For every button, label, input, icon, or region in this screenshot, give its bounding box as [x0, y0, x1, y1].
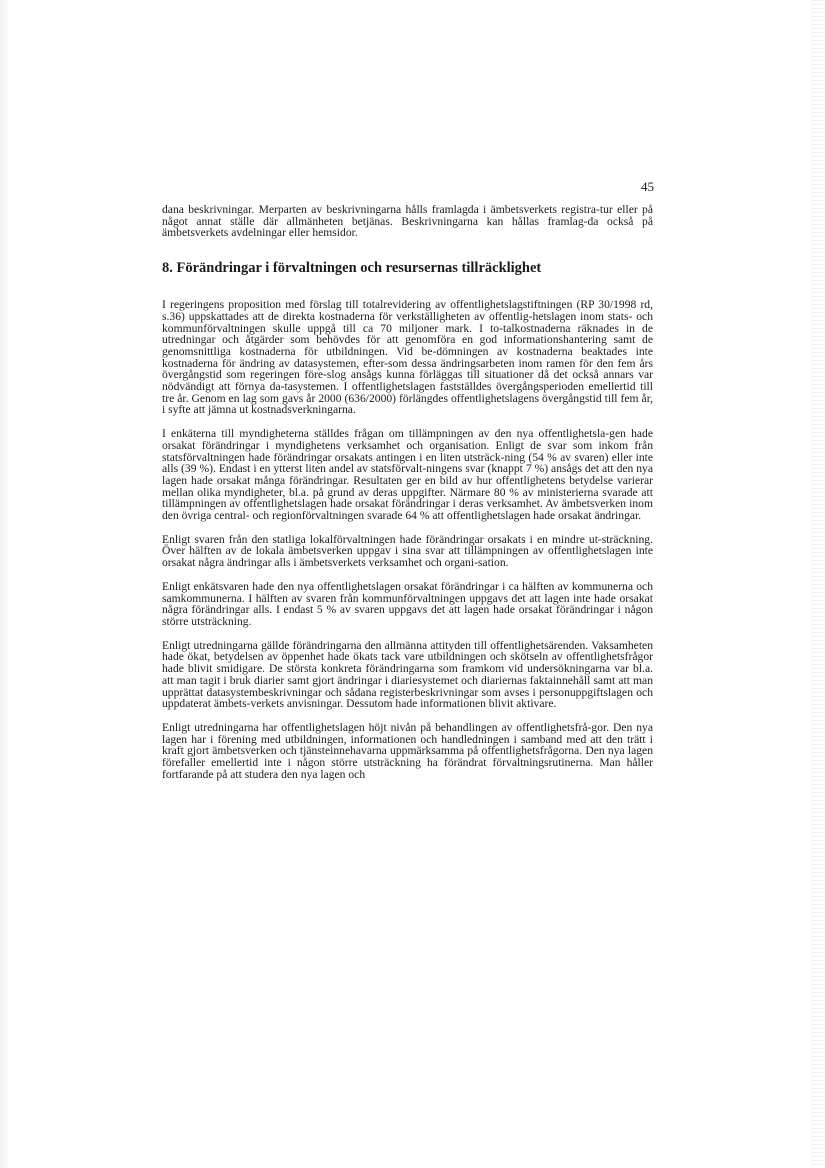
- paragraph-municipalities: Enligt enkätsvaren hade den nya offentlighetslagen orsakat förändringar i ca hälften av kommunerna och samkommunerna. I hälften av svaren från kommunförvaltningen uppgavs det att lagen inte hade orsakat några förändringar alls. I endast 5 % av svaren uppgavs det att lagen hade orsakat förändringar i någon större utsträckning.: [162, 579, 653, 628]
- paragraph-survey-state: I enkäterna till myndigheterna ställdes frågan om tillämpningen av den nya offentlighetsla-gen hade orsakat förändringar i myndighetens verksamhet och organisation. Enligt de svar som inkom från statsförvaltningen hade förändringar orsakats antingen i en liten utsträck-ning (54 % av svaren) eller inte alls (39 %). Endast i en ytterst liten andel av statsförvalt-ningens svar (knappt 7 %) ansågs det att den nya lagen hade orsakat många förändringar. Resultaten ger en bild av hur offentlighetens betydelse varierar mellan olika myndigheter, bl.a. på grund av deras uppgifter. Närmare 80 % av ministerierna svarade att tillämpningen av offentlighetslagen hade orsakat förändringar i deras verksamhet. Av ämbetsverken inom den övriga central- och regionförvaltningen svarade 64 % att offentlighetslagen hade orsakat ändringar.: [162, 427, 653, 523]
- paragraph-cost-estimate: I regeringens proposition med förslag till totalrevidering av offentlighetslagstiftningen (RP 30/1998 rd, s.36) uppskattades att de direkta kostnaderna för verkställigheten av offentlig-hetslagen inom stats- och kommunförvaltningen skulle uppgå till ca 70 miljoner mark. I to-talkostnaderna räknades in de utredningar och åtgärder som behövdes för att genomföra en god informationshantering samt de genomsnittliga kostnaderna för utbildningen. Vid be-dömningen av kostnaderna beaktades inte kostnaderna för ändring av datasystemen, efter-som dessa ändringsarbeten inom ramen för den fem års övergångstid som regeringen före-slog ansågs kunna förläggas till situationer då det också annars var nödvändigt att förnya da-tasystemen. I offentlighetslagen fastställdes övergångsperioden emellertid till tre år. Genom en lag som gavs år 2000 (636/2000) förlängdes offentlighetslagens övergångstid till fem år, i syfte att jämna ut kostnadsverkningarna.: [162, 298, 653, 417]
- paragraph-attitude-changes: Enligt utredningarna gällde förändringarna den allmänna attityden till offentlighetsärenden. Vaksamheten hade ökat, betydelsen av öppenhet hade ökats tack vare utbildningen och skötseln av offentlighetsfrågor hade blivit smidigare. De största konkreta förändringarna som framkom vid undersökningarna var bl.a. att man tagit i bruk diarier samt gjort ändringar i diariesystemet och diariernas faktainnehåll samt att man upprättat datasystembeskrivningar och sådana registerbeskrivningar som avses i personuppgiftslagen och uppdaterat ämbets-verkets anvisningar. Dessutom hade informationen blivit aktivare.: [162, 638, 653, 711]
- section-heading: 8. Förändringar i förvaltningen och resursernas tillräcklighet: [162, 260, 542, 277]
- paragraph-local-administration: Enligt svaren från den statliga lokalförvaltningen hade förändringar orsakats i en mindre ut-sträckning. Över hälften av de lokala ämbetsverken uppgav i sina svar att tillämpningen av offentlighetslagen inte orsakat några ändringar alls i ämbetsverkets verksamhet och organi-sation.: [162, 532, 653, 570]
- scan-shadow-right: [811, 0, 825, 1168]
- page-number: 45: [641, 179, 654, 194]
- document-body: [162, 204, 653, 792]
- scan-shadow-left: [0, 0, 10, 1168]
- paragraph-level-of-handling: Enligt utredningarna har offentlighetslagen höjt nivån på behandlingen av offentlighetsfrå-gor. Den nya lagen har i förening med utbildningen, informationen och handledningen i samband med att den trätt i kraft gjort ämbetsverken och tjänsteinnehavarna uppmärksamma på offentlighetsfrågorna. Den nya lagen förefaller emellertid inte i någon större utsträckning ha förändrat förvaltningsrutinerna. Man håller fortfarande på att studera den nya lagen och: [162, 720, 653, 781]
- intro-paragraph: dana beskrivningar. Merparten av beskrivningarna hålls framlagda i ämbetsverkets registra-tur eller på något annat ställe där allmänheten betjänas. Beskrivningarna kan hållas framlag-da också på ämbetsverkets avdelningar eller hemsidor.: [162, 203, 653, 240]
